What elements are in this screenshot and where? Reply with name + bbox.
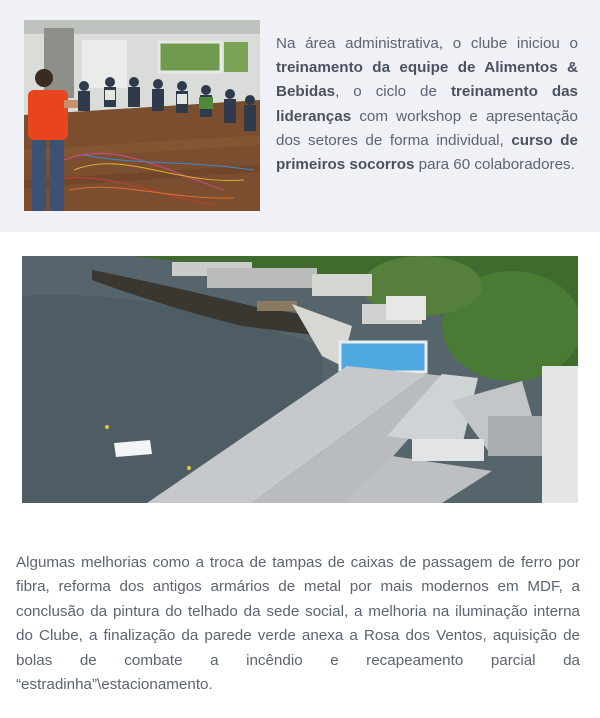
club-aerial-photo (22, 256, 578, 503)
improvements-paragraph: Algumas melhorias como a troca de tampas de caixas de passagem de ferro por fibra, reforma dos antigos armários de metal por mais modernos em MDF, a conclusão da pintura do telhado da sede social, a melhoria na iluminação interna do Clube, a finalização da parede verde anexa a Rosa dos Ventos, aquisição de bolas de combate a incêndio e recapeamento parcial da “estradinha”\estacionamento. (16, 554, 580, 694)
training-photo (24, 20, 260, 211)
intro-bold-first-aid: curso de primeiros socorros (276, 131, 578, 174)
intro-text-1: Na área administrativa, o clube iniciou o (276, 35, 578, 52)
intro-bold-leadership: treinamento das lideranças (276, 83, 578, 125)
intro-text-3: com workshop e apresentação dos setores de forma individual, (276, 107, 578, 149)
intro-text-4: para 60 colaboradores. (418, 156, 575, 174)
intro-text-2: , o ciclo de (335, 83, 437, 101)
intro-bold-food-beverage: treinamento da equipe de Alimentos & Bebidas (276, 59, 578, 101)
training-section (0, 0, 600, 232)
training-paragraph (276, 32, 578, 177)
